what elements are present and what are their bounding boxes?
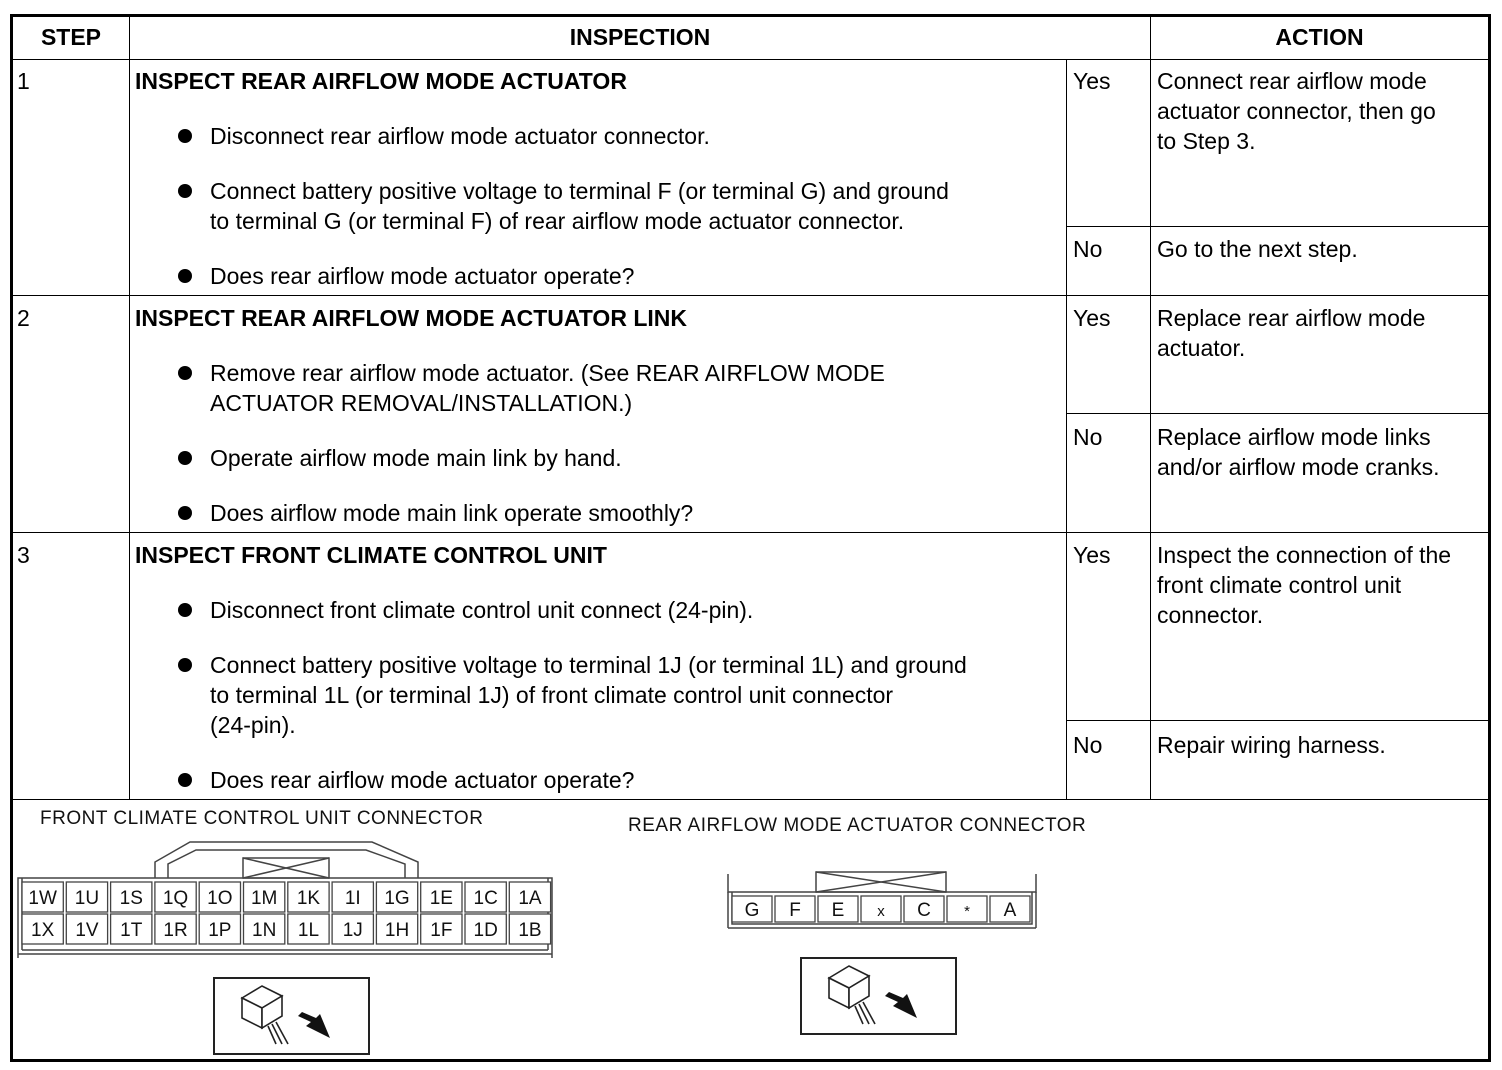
answer-no: No [1073,424,1103,450]
step-number: 3 [17,542,30,568]
bullet-text: (24-pin). [210,712,296,738]
terminal-label: C [917,900,931,921]
answer-yes: Yes [1073,68,1111,94]
action-text: Connect rear airflow mode [1157,68,1427,94]
rear-connector-title: REAR AIRFLOW MODE ACTUATOR CONNECTOR [628,815,1087,836]
bullet-text: Disconnect rear airflow mode actuator connector. [210,123,710,149]
bullet-text: Does rear airflow mode actuator operate? [210,263,635,289]
terminal-label: 1E [429,888,453,909]
terminal-label: 1D [473,920,498,941]
terminal-label: 1Q [162,888,189,909]
front-connector-title: FRONT CLIMATE CONTROL UNIT CONNECTOR [40,808,484,829]
answer-no: No [1073,236,1103,262]
action-text: Repair wiring harness. [1157,732,1386,758]
action-text: Inspect the connection of the [1157,542,1452,568]
diagram-divider [13,799,1489,800]
bullet-text: Connect battery positive voltage to terminal 1J (or terminal 1L) and ground [210,652,967,678]
bullet-text: Does rear airflow mode actuator operate? [210,767,635,793]
bullet-text: Connect battery positive voltage to terminal F (or terminal G) and ground [210,178,949,204]
terminal-label: 1G [384,888,410,909]
header-inspection: INSPECTION [569,24,711,50]
answer-column-divider [1066,59,1067,800]
terminal-label: F [789,900,801,921]
step-column-divider [129,17,130,800]
bullet-dot [178,658,192,672]
action-text: to Step 3. [1157,128,1256,154]
action-text: actuator connector, then go [1157,98,1436,124]
action-column-divider [1150,17,1151,800]
bullet-dot [178,269,192,283]
terminal-label: A [1003,900,1017,921]
connector-view-icon-box [801,958,956,1034]
terminal-label: 1J [342,920,363,941]
rear-connector-diagram [720,860,1060,1060]
connector-view-icon-box [214,978,369,1054]
terminal-label: 1K [296,888,321,909]
bullet-text: ACTUATOR REMOVAL/INSTALLATION.) [210,390,633,416]
action-text: front climate control unit [1157,572,1402,598]
terminal-label: 1I [344,888,361,909]
terminal-label: 1A [518,888,542,909]
terminal-label: 1F [430,920,453,941]
answer-yes: Yes [1073,305,1111,331]
action-text: connector. [1157,602,1264,628]
terminal-label: 1B [518,920,542,941]
step-number: 1 [17,68,30,94]
terminal-label: 1M [250,888,278,909]
terminal-label: 1H [384,920,410,941]
terminal-label: 1O [207,888,233,909]
action-text: actuator. [1157,335,1246,361]
bullet-text: Disconnect front climate control unit connect (24-pin). [210,597,754,623]
terminal-label: 1T [120,920,143,941]
terminal-label: 1V [75,920,99,941]
answer-yes: Yes [1073,542,1111,568]
answer-no: No [1073,732,1103,758]
outcome-divider-1 [1066,226,1489,227]
step-title: INSPECT FRONT CLIMATE CONTROL UNIT [135,542,607,568]
bullet-dot [178,506,192,520]
outcome-divider-3 [1066,720,1489,721]
bullet-text: Operate airflow mode main link by hand. [210,445,622,471]
terminal-label: E [831,900,845,921]
terminal-label: x [877,903,885,920]
terminal-label: 1P [208,920,232,941]
terminal-label: 1L [297,920,320,941]
bullet-text: Remove rear airflow mode actuator. (See REAR AIRFLOW MODE [210,360,885,386]
terminal-label: 1U [74,888,100,909]
bullet-dot [178,184,192,198]
terminal-label: * [964,903,970,920]
step-title: INSPECT REAR AIRFLOW MODE ACTUATOR [135,68,627,94]
terminal-label: 1C [473,888,498,909]
header-divider [13,59,1489,60]
header-action: ACTION [1275,24,1364,50]
outcome-divider-2 [1066,413,1489,414]
bullet-dot [178,603,192,617]
bullet-text: to terminal G (or terminal F) of rear airflow mode actuator connector. [210,208,905,234]
bullet-dot [178,366,192,380]
bullet-text: to terminal 1L (or terminal 1J) of front climate control unit connector [210,682,894,708]
step-title: INSPECT REAR AIRFLOW MODE ACTUATOR LINK [135,305,687,331]
terminal-label: 1S [119,888,143,909]
action-text: and/or airflow mode cranks. [1157,454,1440,480]
bullet-dot [178,773,192,787]
action-text: Go to the next step. [1157,236,1358,262]
action-text: Replace rear airflow mode [1157,305,1426,331]
bullet-dot [178,129,192,143]
bullet-text: Does airflow mode main link operate smoothly? [210,500,694,526]
terminal-label: 1N [252,920,277,941]
step-number: 2 [17,305,30,331]
terminal-label: 1X [31,920,55,941]
terminal-label: G [744,900,760,921]
action-text: Replace airflow mode links [1157,424,1431,450]
terminal-label: 1W [28,888,57,909]
header-step: STEP [40,24,102,50]
bullet-dot [178,451,192,465]
row-divider-2 [13,532,1489,533]
front-connector-diagram [0,830,560,1070]
terminal-label: 1R [163,920,188,941]
row-divider-1 [13,295,1489,296]
